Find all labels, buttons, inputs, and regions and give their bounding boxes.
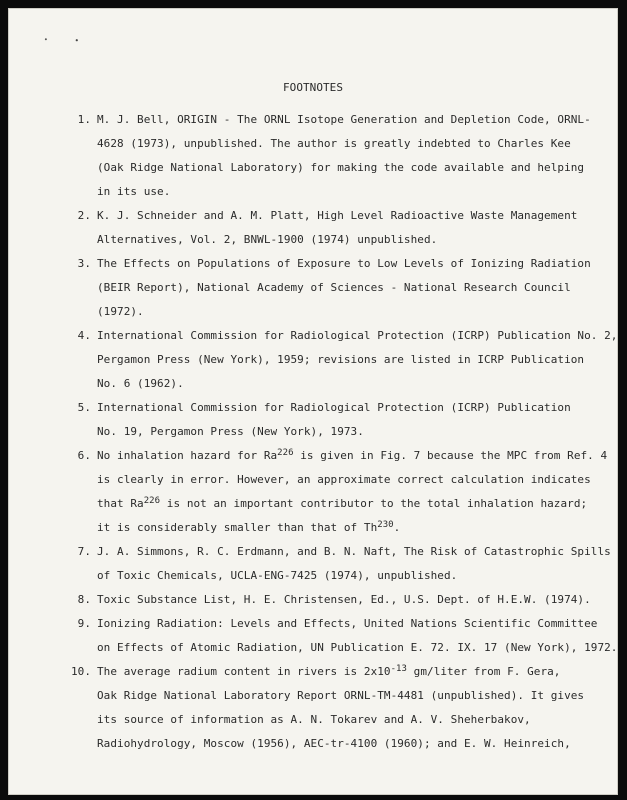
footnote-line [97, 497, 587, 510]
footnote-line: Alternatives, Vol. 2, BNWL-1900 (1974) unpublished. [97, 233, 438, 246]
footnote-number-5: 5. [77, 401, 91, 414]
footnote-number-9: 9. [77, 617, 91, 630]
footnotes-document [9, 9, 617, 794]
footnote-line: 4628 (1973), unpublished. The author is greatly indebted to Charles Kee [97, 137, 571, 150]
footnote-line: its source of information as A. N. Tokarev and A. V. Sheherbakov, [97, 713, 531, 726]
footnote-line: J. A. Simmons, R. C. Erdmann, and B. N. Naft, The Risk of Catastrophic Spills [97, 545, 611, 558]
footnote-line: No. 6 (1962). [97, 377, 184, 390]
footnote-line: Toxic Substance List, H. E. Christensen, Ed., U.S. Dept. of H.E.W. (1974). [97, 593, 591, 606]
text-segment: it is considerably smaller than that of Th [97, 521, 378, 534]
text-segment: gm/liter from F. Gera, [407, 665, 561, 678]
text-segment: . [393, 521, 401, 534]
footnote-line: No. 19, Pergamon Press (New York), 1973. [97, 425, 364, 438]
footnote-line [97, 521, 400, 534]
footnote-line: Oak Ridge National Laboratory Report ORNL-TM-4481 (unpublished). It gives [97, 689, 585, 702]
footnote-line: is clearly in error. However, an approximate correct calculation indicates [97, 473, 591, 486]
text-segment: is not an important contributor to the total inhalation hazard; [160, 497, 588, 510]
text-segment: that Ra [97, 497, 144, 510]
footnote-number-3: 3. [77, 257, 91, 270]
footnote-number-8: 8. [77, 593, 91, 606]
footnote-line: Pergamon Press (New York), 1959; revisions are listed in ICRP Publication [97, 353, 585, 366]
footnote-number-1: 1. [77, 113, 91, 126]
footnote-line: K. J. Schneider and A. M. Platt, High Level Radioactive Waste Management [97, 209, 578, 222]
footnote-line: International Commission for Radiological Protection (ICRP) Publication No. 2, [97, 329, 618, 342]
superscript: 230 [377, 520, 394, 530]
superscript: -13 [390, 664, 407, 674]
text-segment: The average radium content in rivers is 2x10 [97, 665, 391, 678]
footnote-number-6: 6. [77, 449, 91, 462]
footnote-number-2: 2. [77, 209, 91, 222]
text-segment: is given in Fig. 7 because the MPC from Ref. 4 [293, 449, 608, 462]
footnote-number-7: 7. [77, 545, 91, 558]
footnote-line: (BEIR Report), National Academy of Sciences - National Research Council [97, 281, 571, 294]
footnote-line: on Effects of Atomic Radiation, UN Publication E. 72. IX. 17 (New York), 1972. [97, 641, 618, 654]
text-segment: No inhalation hazard for Ra [97, 449, 278, 462]
superscript: 226 [277, 448, 294, 458]
footnote-line: in its use. [97, 185, 171, 198]
footnote-line: The Effects on Populations of Exposure to Low Levels of Ionizing Radiation [97, 257, 591, 270]
footnote-line: of Toxic Chemicals, UCLA-ENG-7425 (1974), unpublished. [97, 569, 458, 582]
footnote-line [97, 449, 607, 462]
footnote-line: Ionizing Radiation: Levels and Effects, United Nations Scientific Committee [97, 617, 598, 630]
footnote-line: International Commission for Radiological Protection (ICRP) Publication [97, 401, 571, 414]
footnote-line: (Oak Ridge National Laboratory) for making the code available and helping [97, 161, 585, 174]
footnote-number-10: 10. [70, 665, 91, 678]
superscript: 226 [143, 496, 161, 506]
footnote-line: M. J. Bell, ORIGIN - The ORNL Isotope Generation and Depletion Code, ORNL- [97, 113, 591, 126]
footnote-line: (1972). [97, 305, 144, 318]
document-page [8, 8, 618, 795]
footnote-line [97, 665, 560, 678]
footnote-number-4: 4. [77, 329, 91, 342]
footnote-line: Radiohydrology, Moscow (1956), AEC-tr-4100 (1960); and E. W. Heinreich, [97, 737, 571, 750]
page-title: FOOTNOTES [282, 81, 344, 94]
